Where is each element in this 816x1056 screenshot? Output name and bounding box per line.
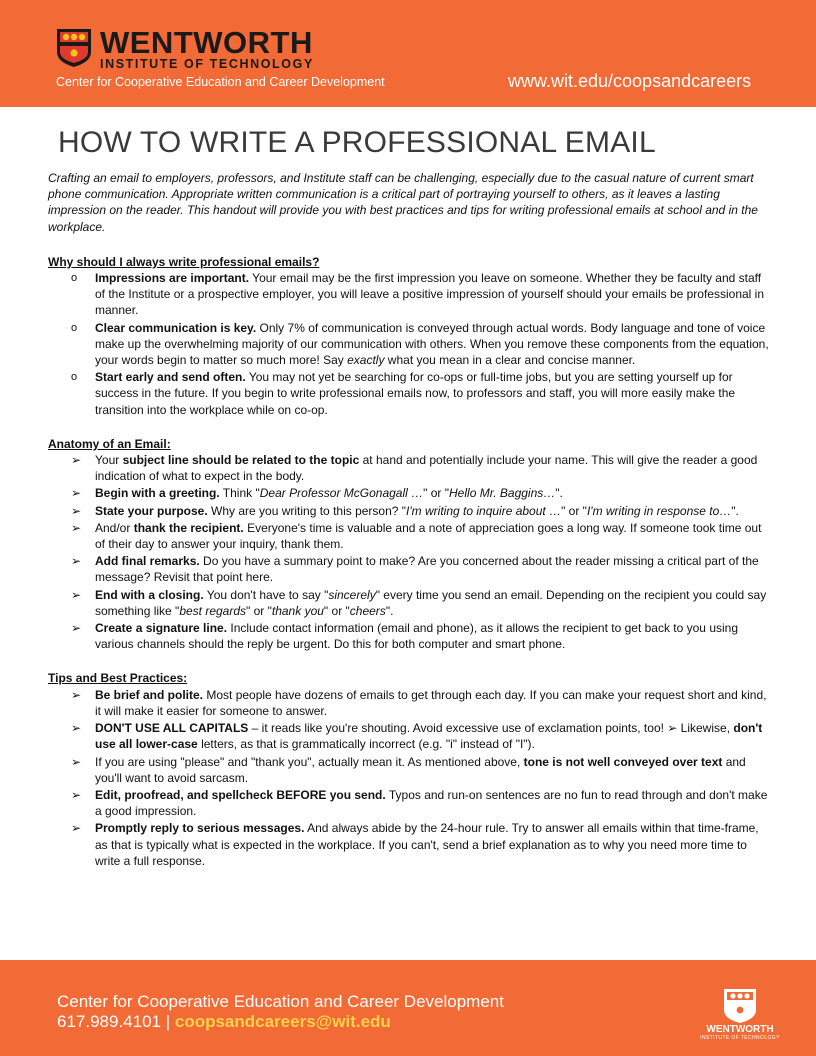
brand-name: WENTWORTH <box>100 25 313 60</box>
wentworth-shield-icon <box>56 28 92 68</box>
list-item: ➢ Create a signature line. Include contact information (email and phone), as it allows the recipient to get back to you using various channels should the reply be urgent. Do this for both computer and smart phone. <box>71 621 739 652</box>
brand-subtitle: INSTITUTE OF TECHNOLOGY <box>100 57 314 71</box>
arrow-bullet-icon: ➢ <box>71 754 82 769</box>
list-item: ➢ Promptly reply to serious messages. And always abide by the 24-hour rule. Try to answer all emails within that time-frame, as that is typically what is expected in the workplace. If you can't, send a brief explanation as to why you need more time to write a full response. <box>71 821 759 868</box>
why-list <box>48 270 770 418</box>
bullet-marker: o <box>71 371 78 384</box>
list-item: ➢ Your subject line should be related to the topic at hand and potentially include your name. This will give the reader a good indication of what to expect in the body. <box>71 453 758 484</box>
arrow-bullet-icon: ➢ <box>71 621 82 636</box>
list-item: ➢ If you are using "please" and "thank you", actually mean it. As mentioned above, tone is not well conveyed over text and you'll want to avoid sarcasm. <box>71 754 746 785</box>
list-item: ➢ Add final remarks. Do you have a summary point to make? Are you concerned about the reader missing a critical part of the message? Revisit that point here. <box>71 554 759 585</box>
anatomy-section <box>48 436 770 653</box>
anatomy-list <box>48 452 770 652</box>
footer-separator: | <box>161 1012 175 1031</box>
arrow-bullet-icon: ➢ <box>71 554 82 569</box>
why-heading: Why should I always write professional emails? <box>48 254 320 269</box>
list-item: ➢ Begin with a greeting. Think "Dear Professor McGonagall …" or "Hello Mr. Baggins…". <box>71 486 563 501</box>
header-banner <box>0 0 816 107</box>
footer-email-link[interactable]: coopsandcareers@wit.edu <box>174 1012 391 1031</box>
bullet-marker: o <box>71 321 78 334</box>
footer-phone: 617.989.4101 <box>57 1012 161 1031</box>
arrow-bullet-icon: ➢ <box>71 821 82 836</box>
footer-logo-name: WENTWORTH <box>706 1024 774 1035</box>
bullet-marker: o <box>71 272 78 285</box>
footer-contact <box>57 1012 391 1032</box>
list-item: ➢ State your purpose. Why are you writing to this person? "I'm writing to inquire about …" or "I'm writing in response to…". <box>71 503 739 518</box>
arrow-bullet-icon: ➢ <box>71 587 82 602</box>
anatomy-heading: Anatomy of an Email: <box>48 436 171 451</box>
list-item: ➢ DON'T USE ALL CAPITALS – it reads like you're shouting. Avoid excessive use of exclamation points, too! ➢ Likewise, don't use all lower-case letters, as that is grammatically incorrect (e.g. "i" instead of "I"). <box>71 721 763 752</box>
document-body <box>48 170 770 887</box>
list-item: ➢ End with a closing. You don't have to say "sincerely" every time you send an email. Depending on the recipient you could say something like "best regards" or "thank you" or "cheers". <box>71 587 767 618</box>
footer-center-name: Center for Cooperative Education and Career Development <box>57 992 504 1011</box>
arrow-bullet-icon: ➢ <box>71 453 82 468</box>
page-title: HOW TO WRITE A PROFESSIONAL EMAIL <box>58 126 656 159</box>
list-item: o Clear communication is key. Only 7% of communication is conveyed through actual words. Body language and tone of voice make up the overwhelming majority of our communication with others. When you remove these components from the equation, your words begin to matter so much more! Say exactly what you mean in a clear and concise manner. <box>71 320 769 368</box>
why-section <box>48 254 770 418</box>
list-item: ➢ Be brief and polite. Most people have dozens of emails to get through each day. If you can make your request short and kind, it will make it easier for someone to answer. <box>71 687 767 718</box>
list-item: o Impressions are important. Your email may be the first impression you leave on someone. Whether they be faculty and staff of the Institute or a prospective employer, you will leave a positive impression of yourself should your emails be professional in manner. <box>71 271 765 318</box>
arrow-bullet-icon: ➢ <box>71 787 82 802</box>
arrow-bullet-icon: ➢ <box>71 520 82 535</box>
arrow-bullet-icon: ➢ <box>71 486 82 501</box>
tips-section <box>48 670 770 868</box>
list-item: ➢ And/or thank the recipient. Everyone's time is valuable and a note of appreciation goes a long way. If someone took time out of their day to answer your inquiry, thank them. <box>71 520 762 552</box>
list-item: o Start early and send often. You may not yet be searching for co-ops or full-time jobs, but you are setting yourself up for success in the future. If you begin to write professional emails now, to professors and staff, you will more easily make the transition into the workplace while on co-op. <box>71 370 736 417</box>
tips-list <box>48 687 770 869</box>
wentworth-shield-icon <box>723 988 757 1024</box>
intro-paragraph: Crafting an email to employers, professors, and Institute staff can be challenging, especially due to the casual nature of current smart phone communication. Appropriate written communication is a critical part of portraying yourself to others, as it leaves a lasting impression on the reader. This handout will provide you with best practices and tips for writing professional emails at school and in the workplace. <box>48 171 758 234</box>
header-center-name: Center for Cooperative Education and Career Development <box>56 75 385 89</box>
list-item: ➢ Edit, proofread, and spellcheck BEFORE you send. Typos and run-on sentences are no fun to read through and don't make a good impression. <box>71 787 768 819</box>
footer-logo-subtitle: INSTITUTE OF TECHNOLOGY <box>700 1035 780 1041</box>
tips-heading: Tips and Best Practices: <box>48 671 188 686</box>
arrow-bullet-icon: ➢ <box>71 687 82 702</box>
arrow-bullet-icon: ➢ <box>71 721 82 736</box>
arrow-bullet-icon: ➢ <box>71 503 82 518</box>
header-url-link[interactable]: www.wit.edu/coopsandcareers <box>508 71 752 91</box>
